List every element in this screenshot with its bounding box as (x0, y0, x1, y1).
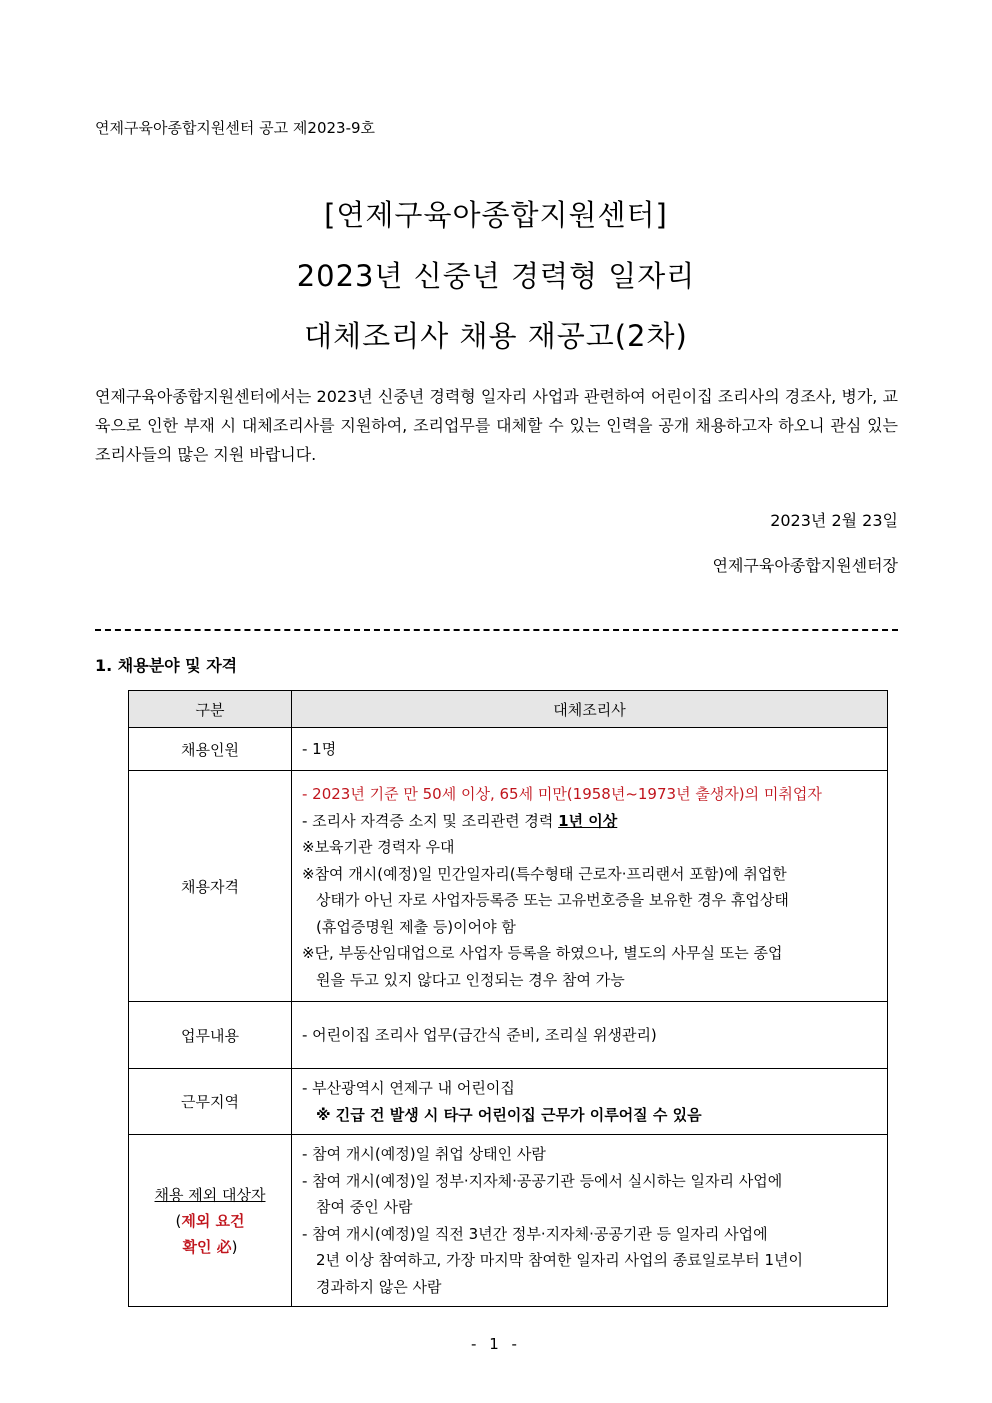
row-label-headcount: 채용인원 (129, 728, 292, 771)
row-label-location: 근무지역 (129, 1069, 292, 1135)
exclusion-line-6: 경과하지 않은 사람 (316, 1277, 442, 1296)
qualification-line-1: - 2023년 기준 만 50세 이상, 65세 미만(1958년~1973년 출생자)의 미취업자 (302, 785, 822, 803)
notice-number: 연제구육아종합지원센터 공고 제2023-9호 (95, 119, 376, 137)
qualification-line-6: (휴업증명원 제출 등)이어야 함 (316, 917, 516, 936)
location-note: ※ 긴급 건 발생 시 타구 어린이집 근무가 이루어질 수 있음 (316, 1105, 702, 1124)
exclusion-line-3: 참여 중인 사람 (316, 1198, 413, 1216)
exclusion-label-close: ) (231, 1237, 238, 1256)
qualification-line-4: ※참여 개시(예정)일 민간일자리(특수형태 근로자·프리랜서 포함)에 취업한 (302, 864, 787, 883)
qualification-line-2-text: - 조리사 자격증 소지 및 조리관련 경력 (302, 811, 559, 830)
row-value-exclusion (292, 1135, 888, 1307)
issuer: 연제구육아종합지원센터장 (712, 556, 898, 575)
row-label-exclusion (129, 1135, 292, 1307)
qualification-line-5: 상태가 아닌 자로 사업자등록증 또는 고유번호증을 보유한 경우 휴업상태 (316, 891, 789, 909)
table-row-duties (129, 1002, 888, 1069)
qualification-line-2 (302, 808, 877, 835)
title-line-1: [연제구육아종합지원센터] (324, 198, 668, 232)
section-heading: 1. 채용분야 및 자격 (95, 656, 238, 675)
exclusion-line-1: - 참여 개시(예정)일 취업 상태인 사람 (302, 1145, 546, 1163)
table-row-exclusion (129, 1135, 888, 1307)
table-row-location (129, 1069, 888, 1135)
exclusion-line-2: - 참여 개시(예정)일 정부·지자체·공공기관 등에서 실시하는 일자리 사업에 (302, 1171, 783, 1190)
qualification-line-3: ※보육기관 경력자 우대 (302, 838, 455, 856)
column-header-position: 대체조리사 (292, 691, 888, 728)
row-label-qualification: 채용자격 (129, 771, 292, 1002)
row-value-headcount: - 1명 (292, 728, 888, 771)
title-line-2: 2023년 신중년 경력형 일자리 (296, 259, 696, 293)
dashed-divider (95, 629, 898, 631)
exclusion-line-5: 2년 이상 참여하고, 가장 마지막 참여한 일자리 사업의 종료일로부터 1년이 (316, 1251, 803, 1269)
location-line-1: - 부산광역시 연제구 내 어린이집 (302, 1079, 515, 1097)
notice-date: 2023년 2월 23일 (770, 511, 898, 530)
qualification-experience-emphasis: 1년 이상 (558, 811, 618, 830)
exclusion-line-4: - 참여 개시(예정)일 직전 3년간 정부·지자체·공공기관 등 일자리 사업에 (302, 1224, 768, 1243)
table-header-row (129, 691, 888, 728)
exclusion-label-red-1: 제외 요건 (181, 1211, 245, 1230)
exclusion-label-red-2: 확인 必 (182, 1237, 232, 1256)
recruitment-table (128, 690, 888, 1307)
intro-paragraph: 연제구육아종합지원센터에서는 2023년 신중년 경력형 일자리 사업과 관련하여 어린이집 조리사의 경조사, 병가, 교육으로 인한 부재 시 대체조리사를 지원하여, 조리업무를 대체할 수 있는 인력을 공개 채용하고자 하오니 관심 있는 조리사들의 많은 지원 바랍니다. (95, 387, 898, 464)
qualification-line-8: 원을 두고 있지 않다고 인정되는 경우 참여 가능 (316, 970, 625, 989)
exclusion-label-title: 채용 제외 대상자 (154, 1185, 266, 1204)
exclusion-label-open: ( (175, 1211, 182, 1230)
qualification-line-7: ※단, 부동산임대업으로 사업자 등록을 하였으나, 별도의 사무실 또는 종업 (302, 944, 783, 962)
table-row-headcount (129, 728, 888, 771)
row-value-duties: - 어린이집 조리사 업무(급간식 준비, 조리실 위생관리) (292, 1002, 888, 1069)
column-header-category: 구분 (129, 691, 292, 728)
title-line-3: 대체조리사 채용 재공고(2차) (304, 319, 688, 353)
table-row-qualification (129, 771, 888, 1002)
page-number: - 1 - (471, 1335, 521, 1353)
row-value-qualification (292, 771, 888, 1002)
row-label-duties: 업무내용 (129, 1002, 292, 1069)
row-value-location (292, 1069, 888, 1135)
